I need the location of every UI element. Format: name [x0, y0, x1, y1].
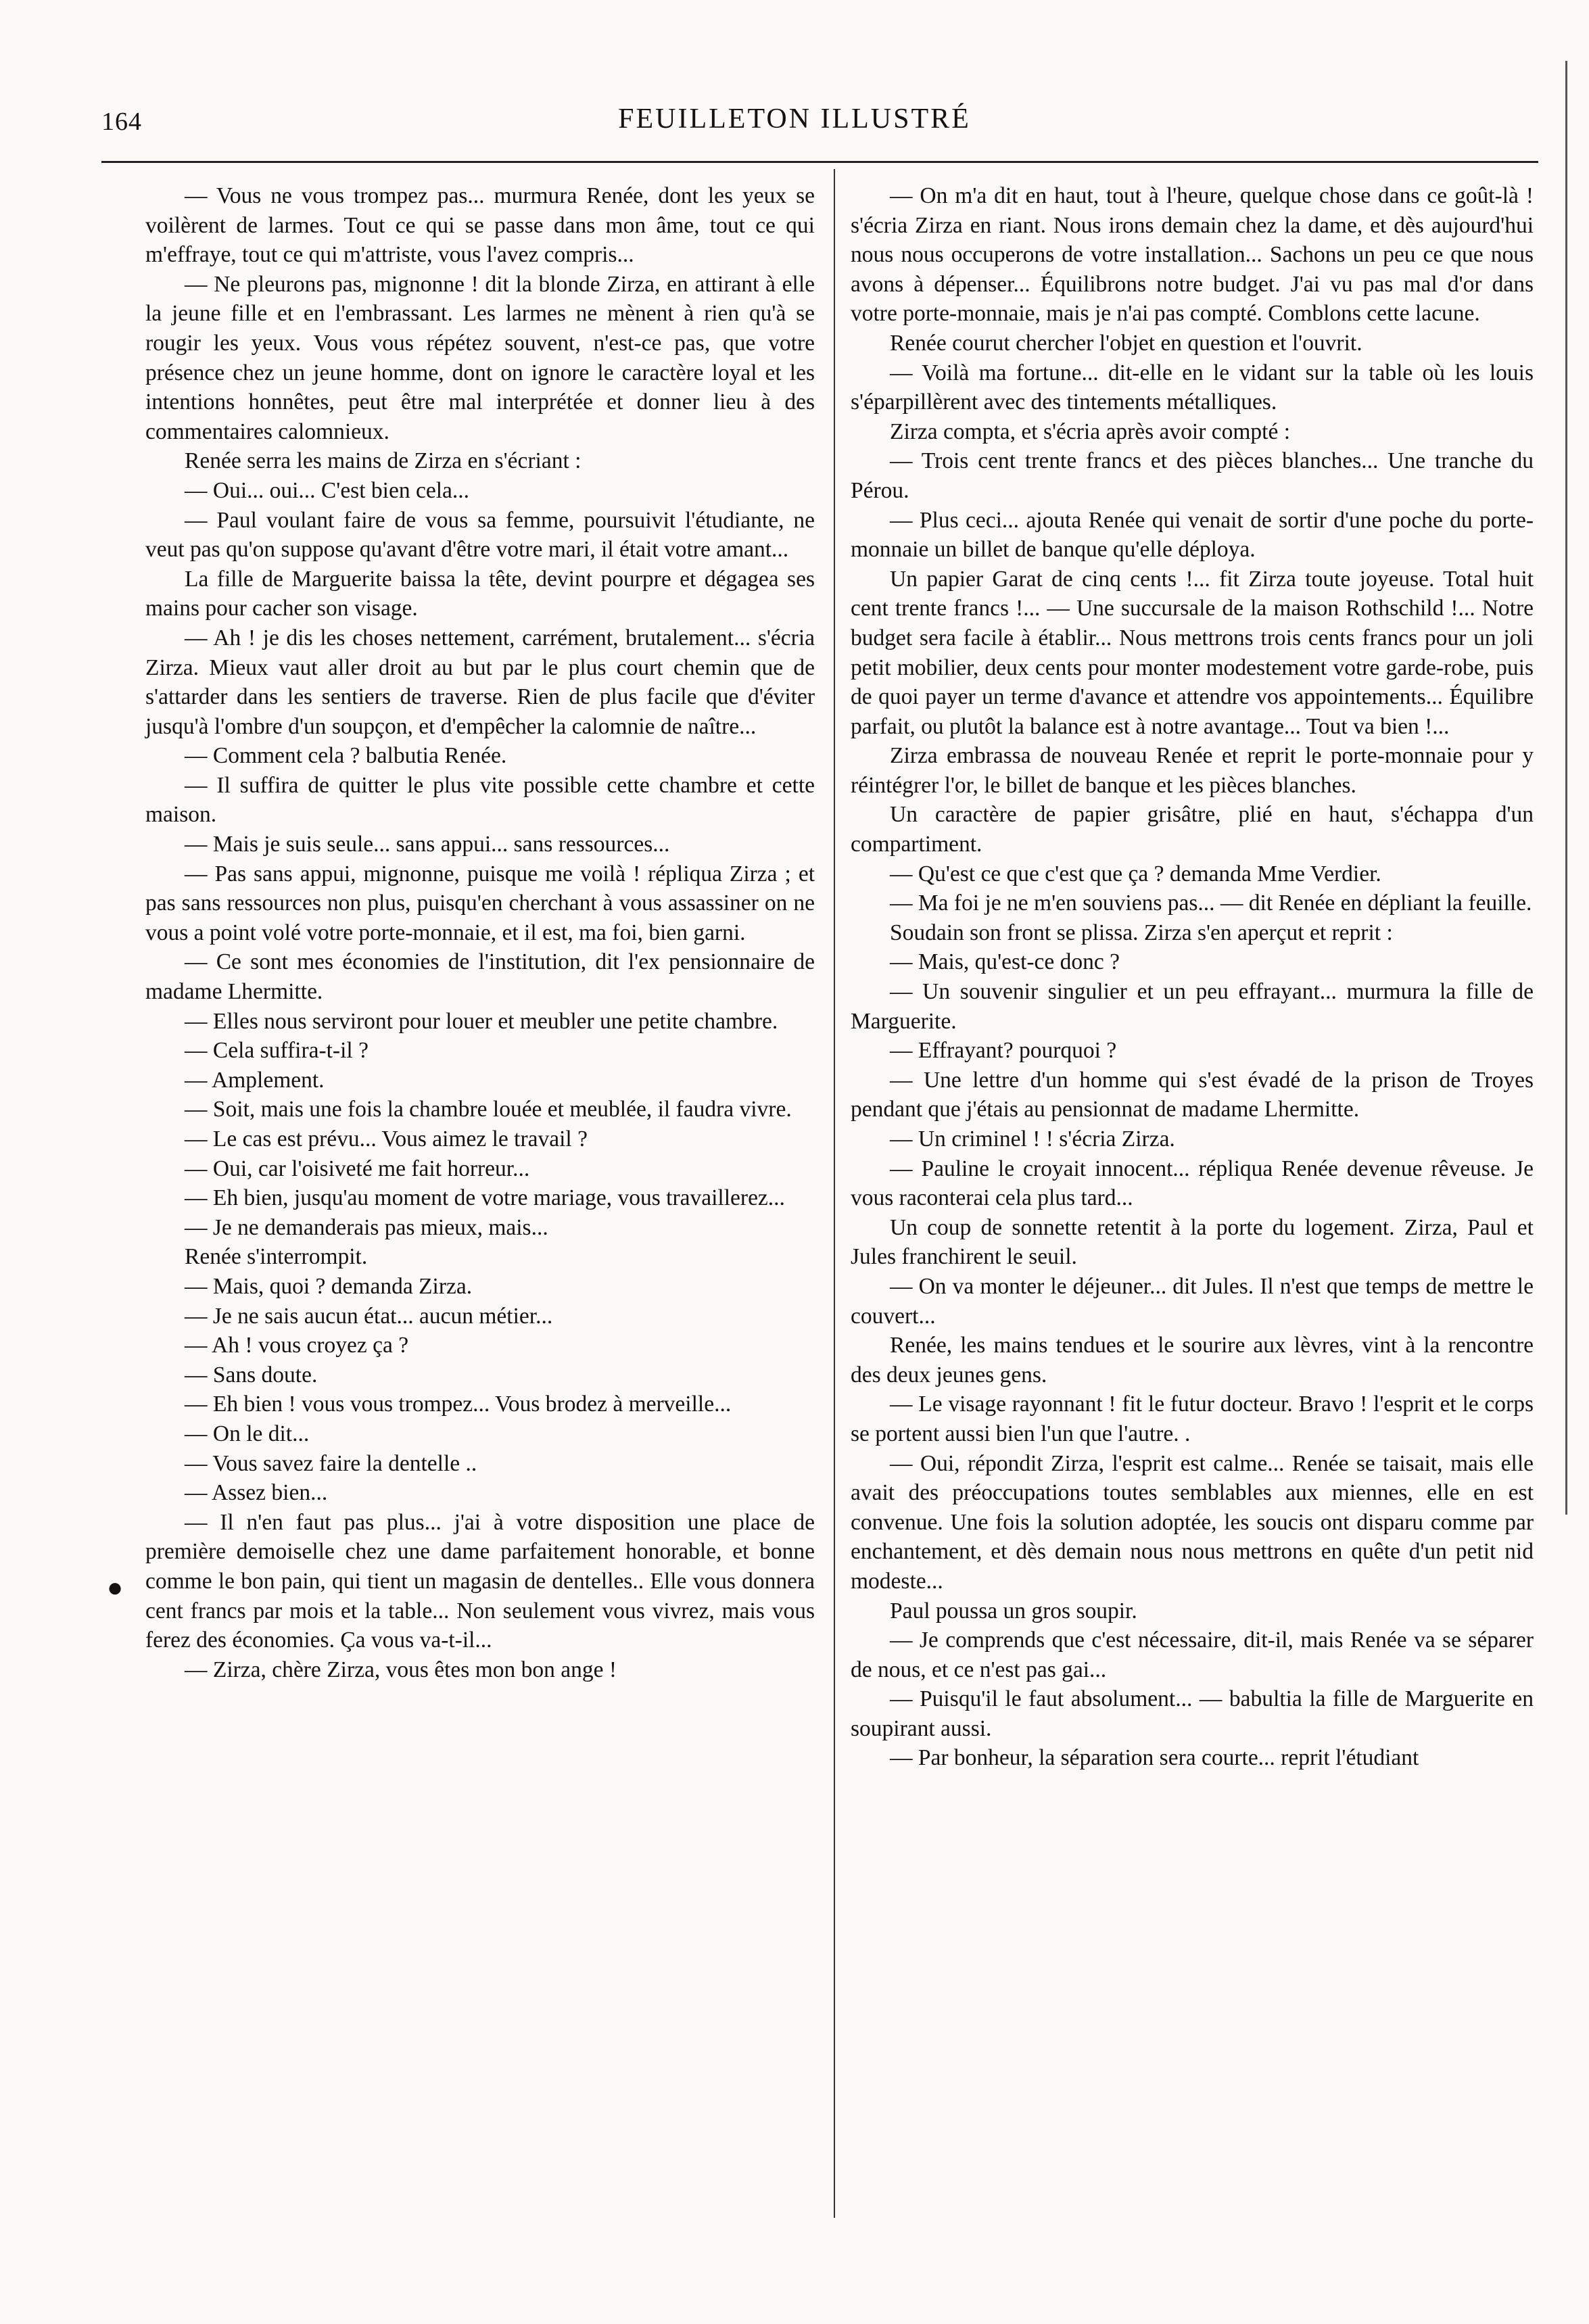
paragraph: — Je comprends que c'est nécessaire, dit-il, mais Renée va se séparer de nous, et ce n'est pas gai...: [851, 1628, 1534, 1682]
paragraph: — Soit, mais une fois la chambre louée et meublée, il faudra vivre.: [185, 1097, 792, 1122]
paragraph: — Comment cela ? balbutia Renée.: [185, 743, 507, 769]
paragraph: — Assez bien...: [185, 1480, 328, 1506]
paragraph: — Pas sans appui, mignonne, puisque me voilà ! répliqua Zirza ; et pas sans ressources non plus, puisqu'en cherchant à vous assassiner on ne vous a point volé votre porte-monnaie, et il est, ma foi, bien garni.: [145, 861, 815, 945]
paragraph: Un coup de sonnette retentit à la porte du logement. Zirza, Paul et Jules franchirent le seuil.: [851, 1214, 1534, 1270]
paragraph: — Oui... oui... C'est bien cela...: [185, 477, 469, 503]
paragraph: — Elles nous serviront pour louer et meubler une petite chambre.: [185, 1008, 778, 1034]
paragraph: — Mais je suis seule... sans appui... sans ressources...: [185, 832, 670, 857]
paragraph: — Une lettre d'un homme qui s'est évadé de la prison de Troyes pendant que j'étais au pensionnat de madame Lhermitte.: [851, 1067, 1534, 1122]
paragraph: — Il suffira de quitter le plus vite possible cette chambre et cette maison.: [145, 772, 815, 828]
paragraph: — Mais, quoi ? demanda Zirza.: [185, 1273, 473, 1299]
paragraph: — Je ne demanderais pas mieux, mais...: [185, 1214, 548, 1240]
paragraph: — Vous savez faire la dentelle ..: [185, 1450, 477, 1476]
paragraph: Un papier Garat de cinq cents !... fit Zirza toute joyeuse. Total huit cent trente francs !... — Une succursale de la maison Rothschild !... Notre budget sera facile à établir... Nous mettrons trois cents francs pour un joli petit mobilier, deux cents pour monter modestement votre garde-robe, puis de quoi payer un terme d'avance et attendre vos appointements... Équilibre parfait, ou plutôt la balance est à notre avantage... Tout va bien !...: [851, 566, 1534, 739]
paragraph: — Un souvenir singulier et un peu effrayant... murmura la fille de Marguerite.: [851, 979, 1534, 1034]
left-column: [145, 181, 815, 1684]
paragraph: — Il n'en faut pas plus... j'ai à votre disposition une place de première demoiselle chez une dame parfaitement honorable, et bonne comme le bon pain, qui tient un magasin de dentelles.. Elle vous donnera cent francs par mois et la table... Non seulement vous vivrez, mais vous ferez des économies. Ça vous va-t-il...: [145, 1509, 815, 1653]
paragraph: — Par bonheur, la séparation sera courte... reprit l'étudiant: [890, 1745, 1419, 1771]
paragraph: — Ce sont mes économies de l'institution, dit l'ex pensionnaire de madame Lhermitte.: [145, 949, 815, 1005]
paragraph: — Vous ne vous trompez pas... murmura Renée, dont les yeux se voilèrent de larmes. Tout ce qui se passe dans mon âme, tout ce qui m'effraye, tout ce qui m'attriste, vous l'avez compris...: [145, 183, 815, 268]
paragraph: — Qu'est ce que c'est que ça ? demanda Mme Verdier.: [890, 861, 1381, 886]
paragraph: Zirza embrassa de nouveau Renée et reprit le porte-monnaie pour y réintégrer l'or, le billet de banque et les pièces blanches.: [851, 743, 1534, 798]
paragraph: Zirza compta, et s'écria après avoir compté :: [890, 419, 1291, 444]
paragraph: — Mais, qu'est-ce donc ?: [890, 949, 1120, 975]
paragraph: Paul poussa un gros soupir.: [890, 1598, 1137, 1623]
header-rule: [101, 161, 1538, 163]
paragraph: Un caractère de papier grisâtre, plié en haut, s'échappa d'un compartiment.: [851, 802, 1534, 857]
paragraph: Renée serra les mains de Zirza en s'écriant :: [185, 448, 582, 474]
bullet-mark: ●: [107, 1572, 124, 1603]
paragraph: — Trois cent trente francs et des pièces blanches... Une tranche du Pérou.: [851, 448, 1534, 503]
paragraph: — Oui, car l'oisiveté me fait horreur...: [185, 1156, 530, 1181]
paragraph: — Puisqu'il le faut absolument... — babultia la fille de Marguerite en soupirant aussi.: [851, 1686, 1534, 1741]
paragraph: — Oui, répondit Zirza, l'esprit est calme... Renée se taisait, mais elle avait des préoccupations toutes semblables aux miennes, elle en est convenue. Une fois la solution adoptée, les soucis ont disparu comme par enchantement, et dès demain nous nous mettrons en quête d'un petit nid modeste...: [851, 1450, 1534, 1594]
paragraph: — Ah ! je dis les choses nettement, carrément, brutalement... s'écria Zirza. Mieux vaut aller droit au but par le plus court chemin que de s'attarder dans les sentiers de traverse. Rien de plus facile que d'éviter jusqu'à l'ombre d'un soupçon, et d'empêcher la calomnie de naître...: [145, 625, 815, 739]
paragraph: — Ma foi je ne m'en souviens pas... — dit Renée en dépliant la feuille.: [890, 891, 1532, 916]
page-number: 164: [101, 108, 142, 136]
running-title: FEUILLETON ILLUSTRÉ: [618, 103, 971, 135]
paragraph: — Plus ceci... ajouta Renée qui venait de sortir d'une poche du porte-monnaie un billet de banque qu'elle déploya.: [851, 507, 1534, 563]
paragraph: — Cela suffira-t-il ?: [185, 1038, 369, 1064]
paragraph: — On le dit...: [185, 1421, 310, 1446]
paragraph: — Le cas est prévu... Vous aimez le travail ?: [185, 1127, 588, 1152]
paragraph: — Ne pleurons pas, mignonne ! dit la blonde Zirza, en attirant à elle la jeune fille et en l'embrassant. Les larmes ne mènent à rien qu'à se rougir les yeux. Vous vous répétez souvent, n'est-ce pas, que votre présence chez un jeune homme, dont on ignore le caractère loyal et les intentions honnêtes, peut être mal interprétée et donner lieu à des commentaires calomnieux.: [145, 271, 815, 444]
paragraph: — Zirza, chère Zirza, vous êtes mon bon ange !: [185, 1657, 617, 1682]
paragraph: La fille de Marguerite baissa la tête, devint pourpre et dégagea ses mains pour cacher son visage.: [145, 566, 815, 621]
page-edge-line: [1565, 61, 1567, 1515]
right-column: [851, 181, 1534, 1773]
paragraph: — Paul voulant faire de vous sa femme, poursuivit l'étudiante, ne veut pas qu'on suppose qu'avant d'être votre mari, il était votre amant...: [145, 507, 815, 563]
paragraph: — Eh bien ! vous vous trompez... Vous brodez à merveille...: [185, 1392, 732, 1417]
paragraph: Soudain son front se plissa. Zirza s'en aperçut et reprit :: [890, 920, 1393, 945]
paragraph: — Pauline le croyait innocent... répliqua Renée devenue rêveuse. Je vous raconterai cela plus tard...: [851, 1156, 1534, 1211]
paragraph: Renée, les mains tendues et le sourire aux lèvres, vint à la rencontre des deux jeunes gens.: [851, 1333, 1534, 1388]
paragraph: — On va monter le déjeuner... dit Jules. Il n'est que temps de mettre le couvert...: [851, 1273, 1534, 1329]
paragraph: — Le visage rayonnant ! fit le futur docteur. Bravo ! l'esprit et le corps se portent aussi bien l'un que l'autre. .: [851, 1392, 1534, 1446]
paragraph: — Voilà ma fortune... dit-elle en le vidant sur la table où les louis s'éparpillèrent avec des tintements métalliques.: [851, 360, 1534, 415]
paragraph: — Effrayant? pourquoi ?: [890, 1038, 1117, 1064]
paragraph: — On m'a dit en haut, tout à l'heure, quelque chose dans ce goût-là ! s'écria Zirza en riant. Nous irons demain chez la dame, et dès aujourd'hui nous nous occuperons de votre installation... Sachons un peu ce que nous avons à dépenser... Équilibrons notre budget. J'ai vu pas mal d'or dans votre porte-monnaie, mais je n'ai pas compté. Comblons cette lacune.: [851, 183, 1534, 327]
paragraph: Renée s'interrompit.: [185, 1244, 368, 1270]
paragraph: — Amplement.: [185, 1067, 325, 1093]
paragraph: Renée courut chercher l'objet en question et l'ouvrit.: [890, 330, 1362, 356]
paragraph: — Ah ! vous croyez ça ?: [185, 1333, 409, 1358]
paragraph: — Eh bien, jusqu'au moment de votre mariage, vous travaillerez...: [185, 1185, 785, 1211]
paragraph: — Un criminel ! ! s'écria Zirza.: [890, 1127, 1175, 1152]
paragraph: — Je ne sais aucun état... aucun métier...: [185, 1303, 553, 1329]
column-divider: [834, 169, 835, 2218]
paragraph: — Sans doute.: [185, 1362, 318, 1388]
